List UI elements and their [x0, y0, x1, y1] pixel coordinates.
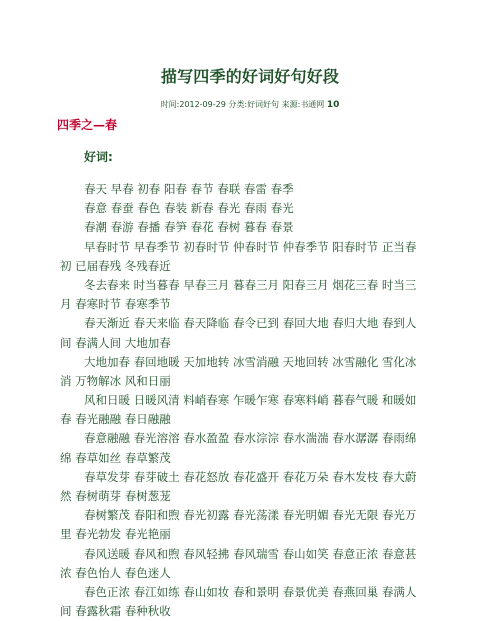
text-line: 消 万物解冰 风和日丽: [60, 373, 171, 388]
text-line: 春意融融 春光溶溶 春水盈盈 春水淙淙 春水湍湍 春水潺潺 春雨绵: [84, 431, 417, 446]
source-link[interactable]: 书通网: [300, 100, 325, 109]
text-line: 春天渐近 春天来临 春天降临 春令已到 春回大地 春归大地 春到人: [84, 316, 417, 331]
time-value: 2012-09-29: [179, 100, 226, 109]
view-count: 10: [326, 100, 340, 110]
text-line: 初 已届春残 冬残春近: [60, 258, 171, 273]
text-line: 春草发芽 春芽破土 春花怒放 春花盛开 春花万朵 春木发枝 春大蔚: [84, 469, 417, 484]
text-line: 浓 春色怡人 春色迷人: [60, 565, 171, 580]
text-line: 冬去春来 时当暮春 早春三月 暮春三月 阳春三月 烟花三春 时当三: [84, 277, 417, 292]
text-line: 春意 春蚕 春色 春装 新春 春光 春雨 春光: [84, 201, 294, 216]
text-line: 大地加春 春回地暖 天加地转 冰雪消融 天地回转 冰雪融化 雪化冰: [84, 354, 417, 369]
section-title: 四季之—春: [57, 118, 118, 132]
text-line: 里 春光勃发 春光艳丽: [60, 527, 171, 542]
article-meta: [0, 99, 500, 110]
text-line: 春潮 春游 春播 春笋 春花 春树 暮春 春景: [84, 220, 294, 235]
source-label: 来源:: [279, 100, 301, 109]
text-line: 然 春树萌芽 春树葱茏: [60, 489, 171, 503]
text-line: 风和日暖 日暖风清 料峭春寒 乍暖乍寒 春寒料峭 暮春气暖 和暖如: [84, 393, 417, 408]
category-link[interactable]: 好词好句: [247, 100, 280, 109]
text-line: 绵 春草如丝 春草繁茂: [60, 450, 171, 465]
category-label: 分类:: [225, 100, 248, 109]
text-line: 春 春光融融 春日融融: [60, 412, 171, 427]
page-title: 描写四季的好词好句好段: [160, 67, 340, 86]
subheading: 好词:: [84, 150, 113, 164]
text-line: 春风送暖 春风和煦 春风轻拂 春风瑞雪 春山如笑 春意正浓 春意甚: [84, 546, 417, 561]
word-list: [60, 180, 440, 621]
text-line: 间 春露秋霜 春种秋收: [60, 604, 171, 619]
time-label: 时间:: [160, 100, 180, 109]
text-line: 间 春满人间 大地加春: [60, 335, 171, 350]
text-line: 春天 早春 初春 阳春 春节 春联 春雷 春季: [84, 182, 294, 196]
text-line: 春树繁茂 春阳和煦 春光初露 春光荡漾 春光明媚 春光无限 春光万: [84, 508, 417, 523]
text-line: 春色正浓 春江如练 春山如妆 春和景明 春景优美 春燕回巢 春满人: [84, 584, 417, 599]
text-line: 月 春寒时节 春寒季节: [60, 297, 171, 312]
text-line: 早春时节 早春季节 初春时节 仲春时节 仲春季节 阳春时节 正当春: [84, 239, 417, 254]
